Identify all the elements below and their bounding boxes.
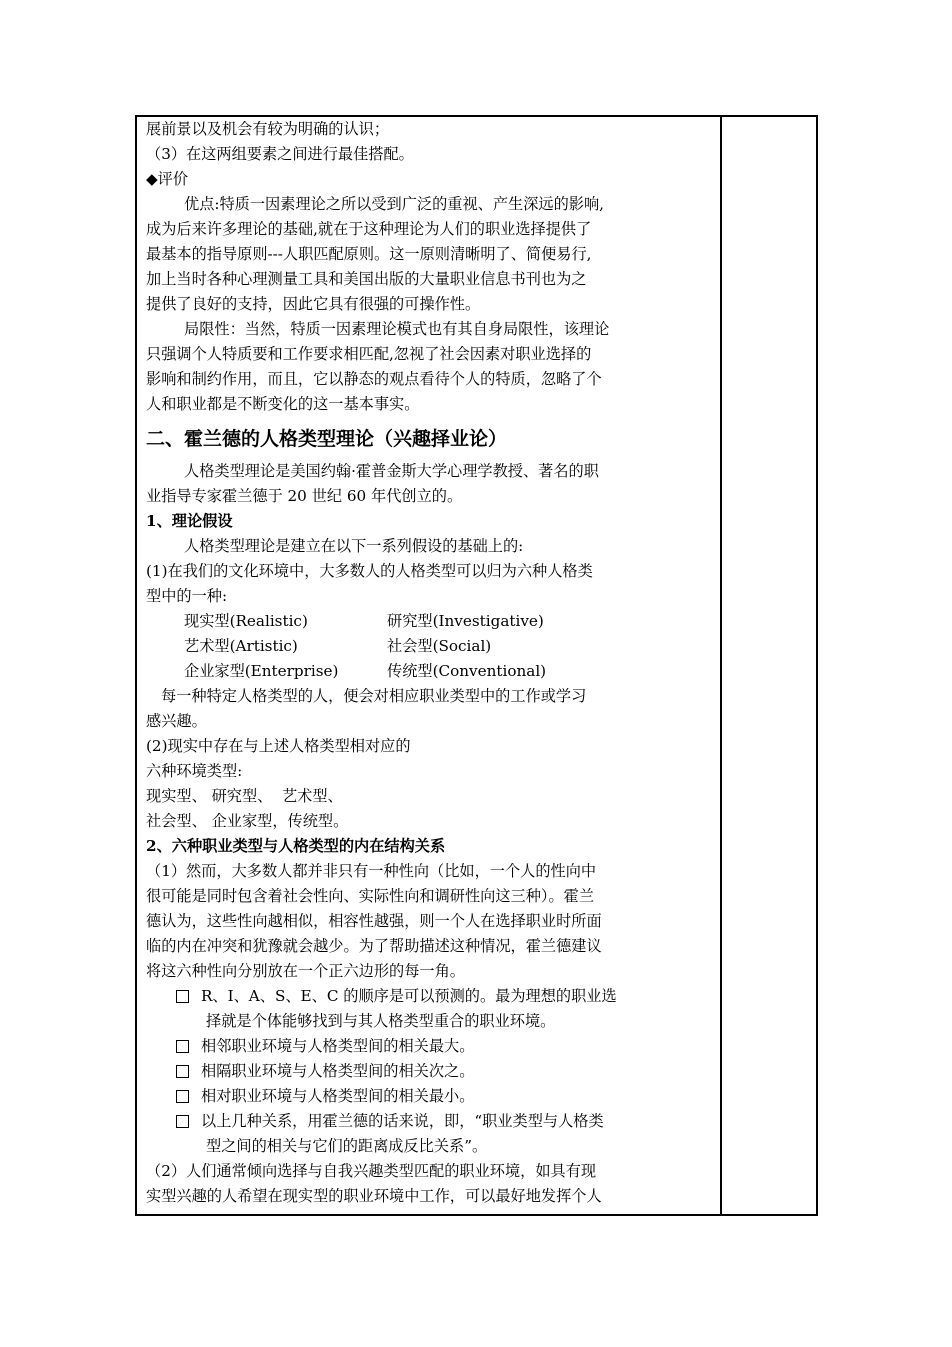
text-line: 业指导专家霍兰德于 20 世纪 60 年代创立的。 xyxy=(146,487,463,505)
type-label: 传统型(Conventional) xyxy=(387,662,547,680)
checklist-text: 相对职业环境与人格类型间的相关最小。 xyxy=(201,1087,475,1105)
checklist-text: R、I、A、S、E、C 的顺序是可以预测的。最为理想的职业选 xyxy=(201,987,617,1005)
text-line: 感兴趣。 xyxy=(146,712,207,730)
evaluation-label: ◆评价 xyxy=(146,170,189,188)
text-line: 临的内在冲突和犹豫就会越少。为了帮助描述这种情况，霍兰德建议 xyxy=(146,937,602,955)
type-row xyxy=(146,609,718,634)
content-table xyxy=(135,115,818,1216)
checklist-text: 相邻职业环境与人格类型间的相关最大。 xyxy=(201,1037,475,1055)
checklist-item xyxy=(146,1059,718,1084)
checklist-item xyxy=(146,984,718,1009)
text-line: 人格类型理论是建立在以下一系列假设的基础上的: xyxy=(184,537,524,555)
type-row xyxy=(146,634,718,659)
checklist-text: 以上几种关系，用霍兰德的话来说，即，“职业类型与人格类 xyxy=(201,1112,604,1130)
text-line: 实型兴趣的人希望在现实型的职业环境中工作，可以最好地发挥个人 xyxy=(146,1187,602,1205)
text-line: 型中的一种: xyxy=(146,587,228,605)
text-line: 展前景以及机会有较为明确的认识； xyxy=(146,120,389,138)
text-line: 将这六种性向分别放在一个正六边形的每一角。 xyxy=(146,962,465,980)
merits-paragraph: 优点:特质一因素理论之所以受到广泛的重视、产生深远的影响, xyxy=(184,195,605,213)
checklist-item xyxy=(146,1109,718,1134)
text-line: （2）人们通常倾向选择与自我兴趣类型匹配的职业环境，如具有现 xyxy=(146,1162,597,1180)
checklist-item xyxy=(146,1084,718,1109)
checklist-continuation: 择就是个体能够找到与其人格类型重合的职业环境。 xyxy=(206,1012,556,1030)
text-line: 影响和制约作用，而且，它以静态的观点看待个人的特质，忽略了个 xyxy=(146,370,602,388)
text-line: 每一种特定人格类型的人，便会对相应职业类型中的工作或学习 xyxy=(161,687,587,705)
column-divider xyxy=(720,117,722,1214)
checklist-item xyxy=(146,1034,718,1059)
text-line: 加上当时各种心理测量工具和美国出版的大量职业信息书刊也为之 xyxy=(146,270,587,288)
text-line: （1）然而，大多数人都并非只有一种性向（比如，一个人的性向中 xyxy=(146,862,597,880)
type-label: 社会型(Social) xyxy=(387,637,492,655)
intro-paragraph: 人格类型理论是美国约翰·霍普金斯大学心理学教授、著名的职 xyxy=(184,462,599,480)
checklist-continuation: 型之间的相关与它们的距离成反比关系”。 xyxy=(206,1137,488,1155)
text-line: 只强调个人特质要和工作要求相匹配,忽视了社会因素对职业选择的 xyxy=(146,345,592,363)
subsection-title: 1、理论假设 xyxy=(146,512,233,530)
type-label: 研究型(Investigative) xyxy=(387,612,544,630)
text-line: 人和职业都是不断变化的这一基本事实。 xyxy=(146,395,420,413)
text-line: 成为后来许多理论的基础,就在于这种理论为人们的职业选择提供了 xyxy=(146,220,592,238)
checkbox-icon xyxy=(176,1090,189,1103)
subsection-title: 2、六种职业类型与人格类型的内在结构关系 xyxy=(146,837,446,855)
limits-paragraph: 局限性：当然，特质一因素理论模式也有其自身局限性，该理论 xyxy=(184,320,610,338)
checklist-text: 相隔职业环境与人格类型间的相关次之。 xyxy=(201,1062,475,1080)
checkbox-icon xyxy=(176,990,189,1003)
type-row xyxy=(146,659,718,684)
checkbox-icon xyxy=(176,1040,189,1053)
text-line: 六种环境类型: xyxy=(146,762,243,780)
text-line: 现实型、 研究型、 艺术型、 xyxy=(146,787,343,805)
text-line: (1)在我们的文化环境中，大多数人的人格类型可以归为六种人格类 xyxy=(146,562,593,580)
section-heading: 二、霍兰德的人格类型理论（兴趣择业论） xyxy=(146,428,508,450)
text-line: 最基本的指导原则---人职匹配原则。这一原则清晰明了、简便易行, xyxy=(146,245,592,263)
type-label: 现实型(Realistic) xyxy=(184,612,308,630)
text-line: 社会型、 企业家型，传统型。 xyxy=(146,812,349,830)
text-line: (2)现实中存在与上述人格类型相对应的 xyxy=(146,737,411,755)
text-line: 德认为，这些性向越相似，相容性越强，则一个人在选择职业时所面 xyxy=(146,912,602,930)
text-line: 很可能是同时包含着社会性向、实际性向和调研性向这三种）。霍兰 xyxy=(146,887,595,905)
type-label: 艺术型(Artistic) xyxy=(184,637,298,655)
checkbox-icon xyxy=(176,1065,189,1078)
main-cell xyxy=(146,117,718,1209)
type-label: 企业家型(Enterprise) xyxy=(184,662,339,680)
text-line: （3）在这两组要素之间进行最佳搭配。 xyxy=(146,145,414,163)
text-line: 提供了良好的支持，因此它具有很强的可操作性。 xyxy=(146,295,481,313)
checkbox-icon xyxy=(176,1115,189,1128)
